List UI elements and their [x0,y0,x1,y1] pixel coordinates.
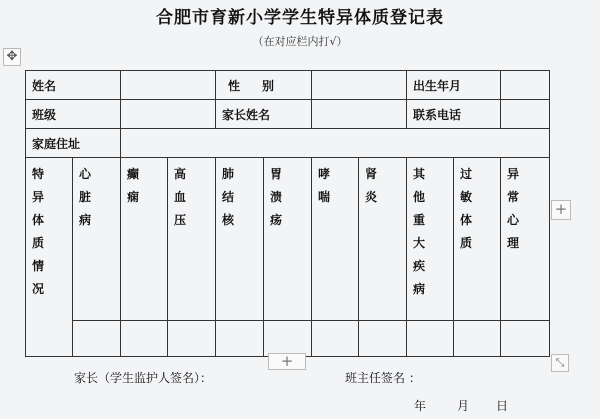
condition-char: 重 [413,213,426,227]
condition-char: 其 [413,167,426,181]
birth-label: 出生年月 [407,71,501,100]
condition-hypertension [168,158,216,321]
phone-label: 联系电话 [407,100,501,129]
date-month-label: 月 [457,399,470,413]
condition-epilepsy [121,158,168,321]
gender-value-cell[interactable] [312,71,407,100]
condition-allergy [454,158,501,321]
condition-char: 异 [32,190,45,204]
name-value-cell[interactable] [121,71,216,100]
condition-other-major [407,158,454,321]
condition-char: 血 [174,190,187,204]
condition-header [26,158,73,357]
check-cell-heart-disease[interactable] [73,321,121,357]
condition-char: 脏 [79,190,92,204]
condition-char: 大 [413,236,426,250]
registration-table [25,70,550,357]
condition-nephritis [359,158,407,321]
check-cell-hypertension[interactable] [168,321,216,357]
parent-name-value-cell[interactable] [312,100,407,129]
condition-char: 核 [222,213,235,227]
condition-char: 心 [79,167,92,181]
document-title: 合肥市育新小学学生特异体质登记表 [156,8,444,28]
condition-char: 肾 [365,167,378,181]
condition-char: 结 [222,190,235,204]
date-day-label: 日 [496,399,509,413]
class-value-cell[interactable] [121,100,216,129]
gender-label: 性 别 [216,71,312,100]
table-resize-handle[interactable] [551,354,569,372]
condition-char: 常 [507,190,520,204]
address-label: 家庭住址 [26,129,121,158]
parent-signature-label: 家长（学生监护人签名）： [74,371,213,385]
condition-char: 痫 [127,190,140,204]
condition-abnormal-psychology [501,158,550,321]
teacher-signature-label: 班主任签名 ： [345,371,421,385]
condition-char: 疾 [413,259,426,273]
check-cell-other-major[interactable] [407,321,454,357]
condition-char: 质 [460,236,473,250]
check-cell-nephritis[interactable] [359,321,407,357]
condition-char: 病 [79,213,92,227]
table-row [26,100,550,129]
condition-char: 敏 [460,190,473,204]
condition-stomach-ulcer [264,158,312,321]
birth-value-cell[interactable] [501,71,550,100]
plus-icon: + [554,200,568,218]
plus-icon: + [280,352,294,370]
name-label: 姓名 [26,71,121,100]
condition-char: 况 [32,282,45,296]
condition-char: 过 [460,167,473,181]
condition-char: 哮 [318,167,331,181]
check-cell-allergy[interactable] [454,321,501,357]
condition-asthma [312,158,359,321]
condition-char: 理 [507,236,520,250]
table-row [26,158,550,321]
resize-icon: ⤡ [555,356,565,369]
add-column-button[interactable] [551,200,571,220]
condition-heart-disease [73,158,121,321]
condition-char: 癫 [127,167,140,181]
condition-char: 异 [507,167,520,181]
condition-tuberculosis [216,158,264,321]
condition-char: 他 [413,190,426,204]
condition-char: 病 [413,282,426,296]
table-move-handle[interactable] [3,48,21,66]
condition-char: 体 [32,213,45,227]
condition-char: 肺 [222,167,235,181]
date-year-label: 年 [414,399,427,413]
move-icon: ✥ [6,49,18,64]
condition-char: 压 [174,213,187,227]
condition-char: 特 [32,167,45,181]
table-row [26,71,550,100]
parent-name-label: 家长姓名 [216,100,312,129]
condition-char: 体 [460,213,473,227]
condition-char: 高 [174,167,187,181]
condition-char: 喘 [318,190,331,204]
check-cell-asthma[interactable] [312,321,359,357]
condition-char: 炎 [365,190,378,204]
check-cell-epilepsy[interactable] [121,321,168,357]
condition-char: 质 [32,236,45,250]
condition-char: 心 [507,213,520,227]
check-cell-abnormal-psychology[interactable] [501,321,550,357]
add-row-button[interactable] [268,353,306,370]
phone-value-cell[interactable] [501,100,550,129]
class-label: 班级 [26,100,121,129]
address-value-cell[interactable] [121,129,550,158]
condition-char: 溃 [270,190,283,204]
document-subtitle: （在对应栏内打√） [252,35,348,48]
condition-char: 胃 [270,167,283,181]
check-cell-tuberculosis[interactable] [216,321,264,357]
condition-char: 情 [32,259,45,273]
table-row [26,129,550,158]
condition-char: 疡 [270,213,283,227]
